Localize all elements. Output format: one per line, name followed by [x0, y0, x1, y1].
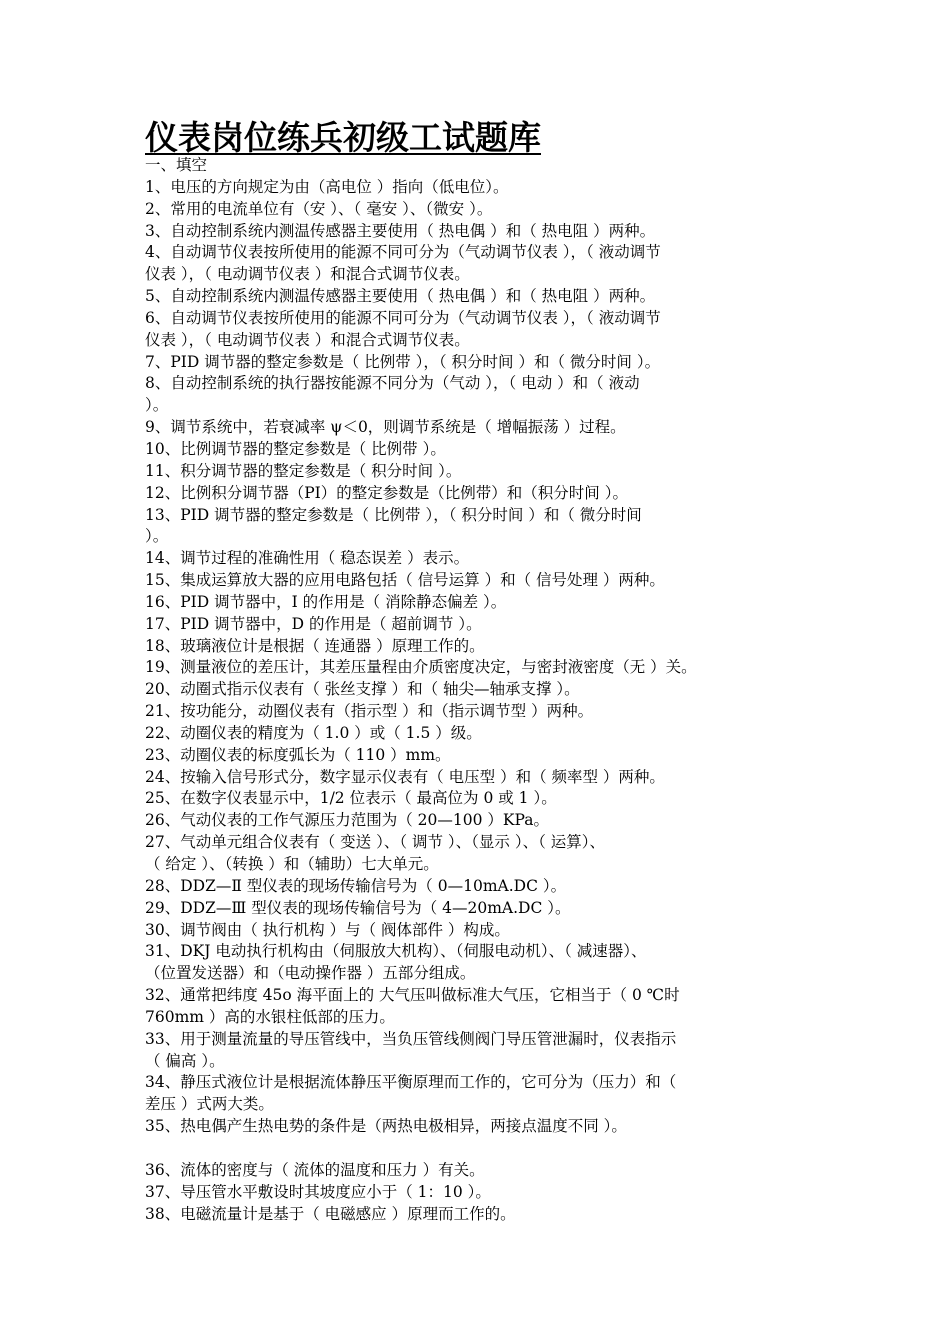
question-line: 16、PID 调节器中，I 的作用是（ 消除静态偏差 ）。 [145, 592, 507, 611]
question-line: 20、动圈式指示仪表有（ 张丝支撑 ）和（ 轴尖—轴承支撑 ）。 [145, 680, 580, 699]
question-line: 27、气动单元组合仪表有（ 变送 ）、（ 调节 ）、（显示 ）、（ 运算）、 [145, 833, 606, 852]
question-line: 8、自动控制系统的执行器按能源不同分为（气动 ），（ 电动 ）和（ 液动 [145, 374, 640, 393]
question-line: 35、热电偶产生热电势的条件是（两热电极相异，两接点温度不同 ）。 [145, 1117, 627, 1136]
question-line: 6、自动调节仪表按所使用的能源不同可分为（气动调节仪表 ），（ 液动调节 [145, 308, 661, 327]
question-line: 5、自动控制系统内测温传感器主要使用（ 热电偶 ）和（ 热电阻 ）两种。 [145, 287, 656, 306]
question-line: 1、电压的方向规定为由（高电位 ）指向（低电位）。 [145, 177, 509, 196]
question-continuation-line: 差压 ）式两大类。 [145, 1095, 274, 1114]
question-line: 12、比例积分调节器（PI）的整定参数是（比例带）和（积分时间 ）。 [145, 483, 628, 502]
question-line: 19、测量液位的差压计，其差压量程由介质密度决定，与密封液密度（无 ）关。 [145, 658, 697, 677]
question-line: 29、DDZ—Ⅲ 型仪表的现场传输信号为（ 4—20mA.DC ）。 [145, 898, 571, 917]
question-line: 11、积分调节器的整定参数是（ 积分时间 ）。 [145, 461, 462, 480]
question-continuation-line: 760mm ）高的水银柱低部的压力。 [145, 1007, 395, 1026]
question-line: 9、调节系统中，若衰减率 ψ＜0，则调节系统是（ 增幅振荡 ）过程。 [145, 418, 626, 437]
question-line: 26、气动仪表的工作气源压力范围为（ 20—100 ）KPa。 [145, 811, 549, 830]
question-line: 33、用于测量流量的导压管线中，当负压管线侧阀门导压管泄漏时，仪表指示 [145, 1029, 677, 1048]
question-line: 14、调节过程的准确性用（ 稳态误差 ）表示。 [145, 549, 470, 568]
question-line: 15、集成运算放大器的应用电路包括（ 信号运算 ）和（ 信号处理 ）两种。 [145, 571, 665, 590]
question-line: 32、通常把纬度 45o 海平面上的 大气压叫做标准大气压，它相当于（ 0 ℃时 [145, 986, 680, 1005]
question-line: 28、DDZ—Ⅱ 型仪表的现场传输信号为（ 0—10mA.DC ）。 [145, 876, 567, 895]
question-continuation-line: ）。 [145, 396, 169, 415]
question-line: 37、导压管水平敷设时其坡度应小于（ 1：10 ）。 [145, 1182, 491, 1201]
question-continuation-line: 仪表 ），（ 电动调节仪表 ）和混合式调节仪表。 [145, 265, 470, 284]
question-line: 3、自动控制系统内测温传感器主要使用（ 热电偶 ）和（ 热电阻 ）两种。 [145, 221, 656, 240]
question-line: 38、电磁流量计是基于（ 电磁感应 ）原理而工作的。 [145, 1204, 516, 1223]
question-line: 22、动圈仪表的精度为（ 1.0 ）或（ 1.5 ）级。 [145, 723, 482, 742]
question-continuation-line: （位置发送器）和（电动操作器 ）五部分组成。 [145, 964, 476, 983]
question-line: 30、调节阀由（ 执行机构 ）与（ 阀体部件 ）构成。 [145, 920, 510, 939]
question-continuation-line: （ 偏高 ）。 [145, 1051, 225, 1070]
question-line: 31、DKJ 电动执行机构由（伺服放大机构）、（伺服电动机）、（ 减速器）、 [145, 942, 647, 961]
question-line: 4、自动调节仪表按所使用的能源不同可分为（气动调节仪表 ），（ 液动调节 [145, 243, 661, 262]
document-body [145, 155, 835, 1225]
question-line: 36、流体的密度与（ 流体的温度和压力 ）有关。 [145, 1160, 485, 1179]
section-heading: 一、填空 [145, 156, 208, 174]
question-line: 21、按功能分，动圈仪表有（指示型 ）和（指示调节型 ）两种。 [145, 702, 594, 721]
document-title: 仪表岗位练兵初级工试题库 [145, 118, 541, 157]
question-line: 18、玻璃液位计是根据（ 连通器 ）原理工作的。 [145, 636, 485, 655]
question-line: 24、按输入信号形式分，数字显示仪表有（ 电压型 ）和（ 频率型 ）两种。 [145, 767, 665, 786]
question-continuation-line: ）。 [145, 527, 169, 546]
question-line: 2、常用的电流单位有（安 ）、（ 毫安 ）、（微安 ）。 [145, 199, 493, 218]
question-line: 13、PID 调节器的整定参数是（ 比例带 ），（ 积分时间 ）和（ 微分时间 [145, 505, 642, 524]
question-line: 34、静压式液位计是根据流体静压平衡原理而工作的，它可分为（压力）和（ [145, 1073, 677, 1092]
question-line: 23、动圈仪表的标度弧长为（ 110 ）mm。 [145, 745, 451, 764]
question-line: 10、比例调节器的整定参数是（ 比例带 ）。 [145, 439, 446, 458]
question-line: 7、PID 调节器的整定参数是（ 比例带 ），（ 积分时间 ）和（ 微分时间 ）。 [145, 352, 661, 371]
blank-spacer [145, 1138, 835, 1160]
question-continuation-line: （ 给定 ）、（转换 ）和（辅助）七大单元。 [145, 855, 439, 873]
question-continuation-line: 仪表 ），（ 电动调节仪表 ）和混合式调节仪表。 [145, 330, 470, 349]
question-line: 25、在数字仪表显示中，1/2 位表示（ 最高位为 0 或 1 ）。 [145, 789, 557, 808]
question-line: 17、PID 调节器中，D 的作用是（ 超前调节 ）。 [145, 614, 482, 633]
